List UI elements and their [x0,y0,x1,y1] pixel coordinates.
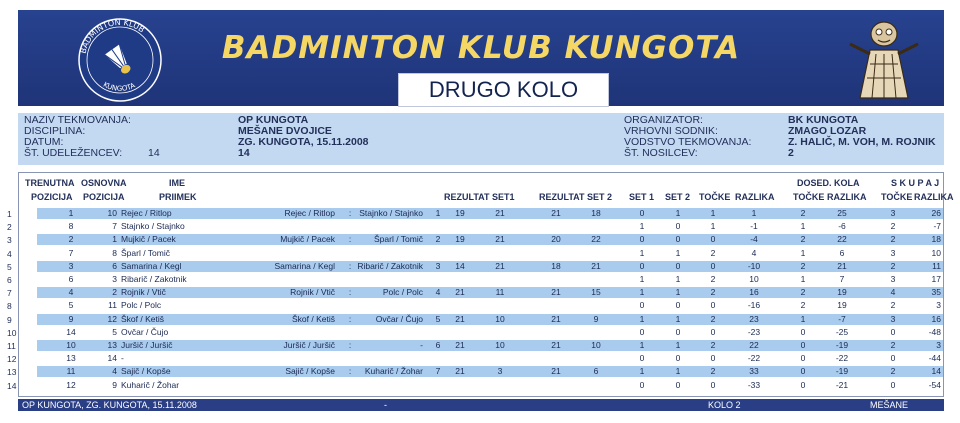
row-match-separator: : [348,340,352,350]
table-row [37,314,943,325]
label-management: VODSTVO TEKMOVANJA: [624,136,752,148]
row-points: 1 [710,208,716,218]
row-set2-won: 1 [675,208,681,218]
row-set1-won: 0 [639,260,645,271]
label-head-referee: VRHOVNI SODNIK: [624,125,718,137]
footer-separator: - [384,400,387,410]
row-current-position: 1 [68,208,74,218]
row-total-difference: 11 [932,260,941,271]
row-previous-difference: -7 [838,313,846,324]
row-set2-b: 10 [591,340,601,350]
header-set1: SET 1 [629,192,655,202]
row-points: 0 [710,326,716,337]
row-number: 14 [7,380,17,391]
row-number: 12 [7,354,17,365]
row-current-position: 7 [68,247,74,258]
row-points: 2 [710,340,716,350]
row-previous-points: 2 [800,300,806,311]
row-base-position: 8 [112,247,117,258]
row-set2-a: 21 [551,287,561,298]
row-set1-a: 21 [455,366,465,377]
value-seeds: 2 [788,147,794,159]
row-previous-points: 0 [800,340,806,350]
row-set2-b: 6 [593,366,599,377]
row-match-number: 4 [435,287,441,298]
row-set1-won: 1 [639,366,645,377]
row-number: 9 [7,314,12,325]
table-row [37,261,943,272]
row-previous-difference: -25 [835,326,849,337]
row-difference: 10 [749,274,759,284]
row-current-position: 2 [68,234,74,245]
row-points: 0 [710,234,716,245]
row-points: 1 [710,221,716,232]
row-match-separator: : [348,313,352,324]
footer-round: KOLO 2 [708,400,741,410]
header-difference: RAZLIKA [735,192,775,202]
row-number: 3 [7,235,12,246]
row-set1-a: 21 [455,287,465,298]
row-difference: 16 [749,287,759,298]
row-difference: 33 [749,366,759,377]
row-match-separator: : [348,234,352,245]
competition-info [18,113,944,165]
row-total-points: 2 [890,340,896,350]
row-current-position: 4 [68,287,74,298]
header-total-points: TOČKE [881,192,913,202]
logo-text-bottom: KUNGOTA [101,80,137,93]
row-set2-b: 9 [593,313,599,324]
cartoon-mascot-icon [840,14,928,102]
title-banner [18,10,944,106]
value-organizer: BK KUNGOTA [788,114,859,126]
row-player-name: Rojnik / Vtič [121,287,166,298]
row-difference: -10 [747,260,761,271]
row-current-position: 6 [68,274,74,284]
row-player-name: Stajnko / Stajnko [121,221,185,232]
row-set2-won: 1 [675,247,681,258]
row-set1-won: 0 [639,326,645,337]
row-difference: -16 [747,300,761,311]
row-previous-difference: 19 [837,287,847,298]
row-difference: 1 [751,208,757,218]
row-player-name: Kuharič / Žohar [121,379,180,390]
row-player-name: Polc / Polc [121,300,162,311]
row-set2-won: 0 [675,221,681,232]
header-total-difference: RAZLIKA [914,192,954,202]
table-row [37,274,943,285]
row-match-separator: : [348,260,352,271]
header-previous-points: TOČKE [793,192,825,202]
header-total: S K U P A J [891,178,940,188]
row-total-points: 4 [890,287,896,298]
row-current-position: 9 [68,313,74,324]
row-match-player-b: Kuharič / Žohar [364,366,423,377]
footer-competition: OP KUNGOTA, ZG. KUNGOTA, 15.11.2008 [22,400,197,410]
label-date: DATUM: [24,136,64,148]
row-set2-a: 21 [551,340,561,350]
row-set2-a: 21 [551,208,561,218]
label-seeds: ŠT. NOSILCEV: [624,147,698,159]
row-previous-points: 0 [800,366,806,377]
row-base-position: 14 [107,353,117,364]
table-row [37,327,943,338]
row-set2-b: 21 [591,260,601,271]
row-set2-b: 15 [591,287,601,298]
row-set1-b: 3 [497,366,503,377]
row-previous-difference: -6 [838,221,846,232]
row-base-position: 1 [112,234,117,245]
row-player-name: Juršič / Juršič [121,340,173,350]
row-set1-b: 21 [495,234,505,245]
row-set2-a: 20 [551,234,561,245]
row-total-points: 3 [890,274,896,284]
row-previous-points: 2 [800,234,806,245]
row-set1-won: 1 [639,287,645,298]
row-match-player-a: Samarina / Kegl [274,260,335,271]
row-total-difference: 3 [936,300,941,311]
participants-inline-value: 14 [148,147,160,159]
row-set2-b: 18 [591,208,601,218]
row-total-difference: 26 [931,208,941,218]
row-set1-a: 14 [455,260,465,271]
row-base-position: 2 [112,287,117,298]
row-player-name: Mujkič / Pacek [121,234,176,245]
header-result-set2: REZULTAT SET 2 [539,192,612,202]
row-set2-won: 1 [675,366,681,377]
footer-discipline: MEŠANE DVOJICE [870,400,910,422]
row-previous-difference: 22 [837,234,847,245]
row-base-position: 11 [108,300,117,311]
row-player-name: Šparl / Tomič [121,247,170,258]
row-total-points: 2 [890,221,896,232]
label-organizer: ORGANIZATOR: [624,114,703,126]
row-base-position: 10 [107,208,117,218]
row-set1-b: 10 [495,313,505,324]
row-current-position: 5 [68,300,74,311]
value-management: Z. HALIČ, M. VOH, M. ROJNIK [788,136,936,148]
row-set2-won: 0 [675,260,681,271]
row-current-position: 14 [66,326,76,337]
row-set1-won: 0 [639,353,645,364]
row-set1-won: 1 [639,274,645,284]
row-match-player-b: Polc / Polc [382,287,423,298]
row-match-player-b: - [420,340,423,350]
row-points: 0 [710,379,716,390]
header-name: IME [169,178,186,188]
logo-text-top: BADMINTON KLUB [78,17,147,55]
row-previous-difference: -22 [835,353,849,364]
row-set1-a: 19 [455,234,465,245]
row-total-difference: 16 [931,313,941,324]
round-title: DRUGO KOLO [398,73,609,107]
row-set2-won: 1 [675,274,681,284]
row-difference: -1 [750,221,758,232]
row-set2-won: 0 [675,300,681,311]
value-date: ZG. KUNGOTA, 15.11.2008 [238,136,369,148]
row-total-difference: 10 [931,247,941,258]
row-player-name: - [121,353,124,364]
header-previous-rounds: DOSED. KOLA [797,178,860,188]
row-total-points: 2 [890,300,896,311]
row-set1-won: 1 [639,247,645,258]
row-previous-difference: -21 [835,379,849,390]
row-difference: -4 [750,234,758,245]
row-match-player-b: Ovčar / Čujo [375,313,423,324]
row-previous-difference: 19 [837,300,847,311]
row-total-difference: -48 [928,326,941,337]
row-current-position: 11 [66,366,76,377]
row-match-number: 3 [435,260,441,271]
row-number: 6 [7,275,12,285]
row-current-position: 8 [68,221,74,232]
row-total-difference: -7 [933,221,941,232]
header-surname: PRIIMEK [159,192,197,202]
row-set1-won: 1 [639,313,645,324]
row-set1-a: 21 [455,340,465,350]
row-player-name: Škof / Ketiš [121,313,164,324]
row-match-number: 6 [435,340,441,350]
row-set2-won: 1 [675,340,681,350]
table-row [37,208,943,219]
row-current-position: 3 [68,260,74,271]
row-match-player-a: Škof / Ketiš [292,313,335,324]
row-base-position: 12 [107,313,117,324]
row-set1-won: 0 [639,300,645,311]
table-row [37,221,943,232]
header-current: TRENUTNA [25,178,75,188]
row-set2-a: 21 [551,366,561,377]
table-row [37,380,943,391]
header-previous-difference: RAZLIKA [827,192,867,202]
row-base-position: 7 [112,221,117,232]
row-set2-won: 1 [675,313,681,324]
row-number: 11 [7,341,16,351]
table-row [37,287,943,298]
row-previous-points: 1 [800,313,806,324]
row-set2-a: 18 [551,260,561,271]
row-points: 0 [710,300,716,311]
row-set1-won: 0 [639,208,645,218]
row-player-name: Sajič / Kopše [121,366,171,377]
header-set2: SET 2 [665,192,691,202]
table-row [37,300,943,311]
row-previous-difference: 6 [839,247,845,258]
row-base-position: 3 [112,274,117,284]
row-points: 2 [710,274,716,284]
label-participants: ŠT. UDELEŽENCEV: [24,147,123,159]
label-competition-name: NAZIV TEKMOVANJA: [24,114,131,126]
row-total-points: 2 [890,234,896,245]
value-participants: 14 [238,147,250,159]
row-set2-won: 0 [675,326,681,337]
table-row [37,353,943,364]
row-base-position: 6 [112,260,117,271]
row-player-name: Ribarič / Zakotnik [121,274,187,284]
row-number: 2 [7,222,12,233]
row-set2-won: 1 [675,287,681,298]
row-set1-b: 11 [495,287,505,298]
header-base-position: POZICIJA [83,192,125,202]
row-match-number: 7 [435,366,441,377]
row-difference: 23 [749,313,759,324]
table-row [37,248,943,259]
row-number: 8 [7,301,12,312]
row-set2-b: 22 [591,234,601,245]
row-total-difference: 17 [931,274,941,284]
row-current-position: 13 [66,353,76,364]
row-previous-difference: 25 [837,208,847,218]
row-difference: -22 [747,353,761,364]
value-competition-name: OP KUNGOTA [238,114,309,126]
row-previous-points: 2 [800,208,806,218]
row-points: 2 [710,287,716,298]
row-current-position: 10 [66,340,76,350]
row-previous-points: 0 [800,379,806,390]
row-total-points: 0 [890,353,896,364]
row-number: 7 [7,288,12,299]
row-player-name: Rejec / Ritlop [121,208,172,218]
row-points: 2 [710,366,716,377]
row-previous-difference: -19 [835,340,849,350]
table-row [37,234,943,245]
row-set1-a: 21 [455,313,465,324]
row-match-separator: : [348,366,352,377]
row-set2-a: 21 [551,313,561,324]
row-match-player-b: Ribarič / Zakotnik [357,260,423,271]
row-match-number: 2 [435,234,441,245]
table-row [37,340,943,351]
row-previous-points: 0 [800,326,806,337]
header-current-position: POZICIJA [31,192,73,202]
row-set1-a: 19 [455,208,465,218]
row-total-difference: 18 [931,234,941,245]
row-previous-points: 1 [800,247,806,258]
row-difference: -33 [747,379,761,390]
row-set1-b: 21 [495,208,505,218]
row-total-points: 0 [890,379,896,390]
row-total-difference: -54 [928,379,941,390]
row-points: 0 [710,353,716,364]
header-points: TOČKE [699,192,731,202]
row-previous-points: 0 [800,353,806,364]
row-match-player-a: Rojnik / Vtič [290,287,335,298]
row-difference: -23 [747,326,761,337]
row-previous-difference: 21 [837,260,847,271]
row-difference: 4 [751,247,757,258]
row-number: 4 [7,248,12,259]
table-row [37,366,943,377]
row-total-points: 3 [890,208,896,218]
row-set2-won: 0 [675,234,681,245]
row-match-player-a: Sajič / Kopše [285,366,335,377]
row-total-points: 2 [890,260,896,271]
row-set1-won: 1 [639,221,645,232]
row-number: 5 [7,261,12,272]
row-match-player-b: Šparl / Tomič [374,234,423,245]
row-match-player-a: Rejec / Ritlop [284,208,335,218]
row-set1-b: 21 [495,260,505,271]
club-title: BADMINTON KLUB KUNGOTA [221,30,741,66]
row-set2-won: 0 [675,353,681,364]
row-player-name: Ovčar / Čujo [121,326,169,337]
label-discipline: DISCIPLINA: [24,125,86,137]
row-number: 1 [7,209,12,219]
row-current-position: 12 [66,379,76,390]
row-set2-won: 0 [675,379,681,390]
row-total-points: 2 [890,366,896,377]
row-difference: 22 [749,340,759,350]
row-match-number: 5 [435,313,441,324]
value-head-referee: ZMAGO LOZAR [788,125,867,137]
row-set1-won: 1 [639,340,645,350]
header-result-set1: REZULTAT SET1 [444,192,515,202]
row-match-player-b: Stajnko / Stajnko [359,208,423,218]
row-total-difference: 3 [936,340,941,350]
row-points: 0 [710,260,716,271]
row-total-points: 3 [890,313,896,324]
standings-table [7,172,954,397]
row-player-name: Samarina / Kegl [121,260,182,271]
row-match-separator: : [348,287,352,298]
row-base-position: 13 [107,340,117,350]
value-discipline: MEŠANE DVOJICE [238,125,332,137]
row-points: 2 [710,313,716,324]
row-total-points: 3 [890,247,896,258]
row-number: 10 [7,327,17,338]
row-previous-difference: 7 [839,274,845,284]
row-previous-points: 2 [800,260,806,271]
row-previous-difference: -19 [835,366,849,377]
row-match-player-a: Juršič / Juršič [283,340,335,350]
row-base-position: 4 [112,366,117,377]
row-previous-points: 1 [800,221,806,232]
row-previous-points: 2 [800,287,806,298]
row-set1-won: 0 [639,234,645,245]
row-match-separator: : [348,208,352,218]
row-number: 13 [7,367,17,378]
row-set1-won: 0 [639,379,645,390]
row-total-points: 0 [890,326,896,337]
row-total-difference: 14 [931,366,941,377]
row-total-difference: -44 [928,353,941,364]
header-base: OSNOVNA [81,178,127,188]
row-total-difference: 35 [931,287,941,298]
row-base-position: 9 [112,379,117,390]
row-points: 2 [710,247,716,258]
row-match-player-a: Mujkič / Pacek [280,234,335,245]
row-set1-b: 10 [495,340,505,350]
row-match-number: 1 [435,208,441,218]
row-base-position: 5 [112,326,117,337]
row-previous-points: 1 [800,274,806,284]
footer-bar [18,399,944,422]
